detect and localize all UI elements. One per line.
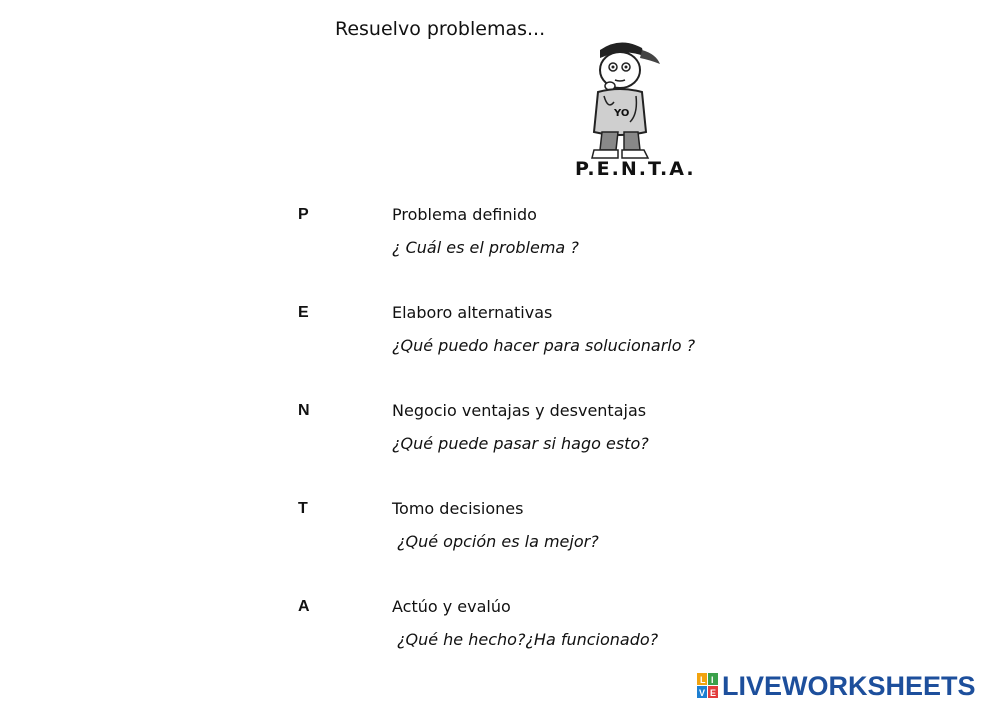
step-label: Actúo y evalúo xyxy=(392,597,511,616)
step-letter: A xyxy=(298,598,310,615)
worksheet-title: Resuelvo problemas... xyxy=(335,18,546,40)
step-question: ¿Qué puedo hacer para solucionarlo ? xyxy=(392,336,696,355)
step-question: ¿Qué he hecho?¿Ha funcionado? xyxy=(397,630,659,649)
step-letter: P xyxy=(298,206,309,223)
step-question: ¿Qué opción es la mejor? xyxy=(397,532,599,551)
step-label: Tomo decisiones xyxy=(392,499,524,518)
liveworksheets-brand[interactable] xyxy=(697,671,976,701)
step-letter: E xyxy=(298,304,309,321)
step-question: ¿ Cuál es el problema ? xyxy=(392,238,579,257)
penta-acronym: P.E.N.T.A. xyxy=(575,158,696,180)
svg-text:I: I xyxy=(711,675,714,685)
step-label: Problema definido xyxy=(392,205,537,224)
step-letter: T xyxy=(298,500,308,517)
svg-text:E: E xyxy=(710,688,717,698)
thinking-boy-illustration xyxy=(580,36,664,162)
liveworksheets-logo-icon xyxy=(697,673,719,699)
step-question: ¿Qué puede pasar si hago esto? xyxy=(392,434,649,453)
svg-text:V: V xyxy=(699,688,706,698)
step-label: Elaboro alternativas xyxy=(392,303,553,322)
step-label: Negocio ventajas y desventajas xyxy=(392,401,647,420)
step-letter: N xyxy=(298,402,310,419)
brand-name: LIVEWORKSHEETS xyxy=(722,670,976,701)
figure-shirt-label: YO xyxy=(614,108,630,119)
svg-text:L: L xyxy=(700,675,706,685)
